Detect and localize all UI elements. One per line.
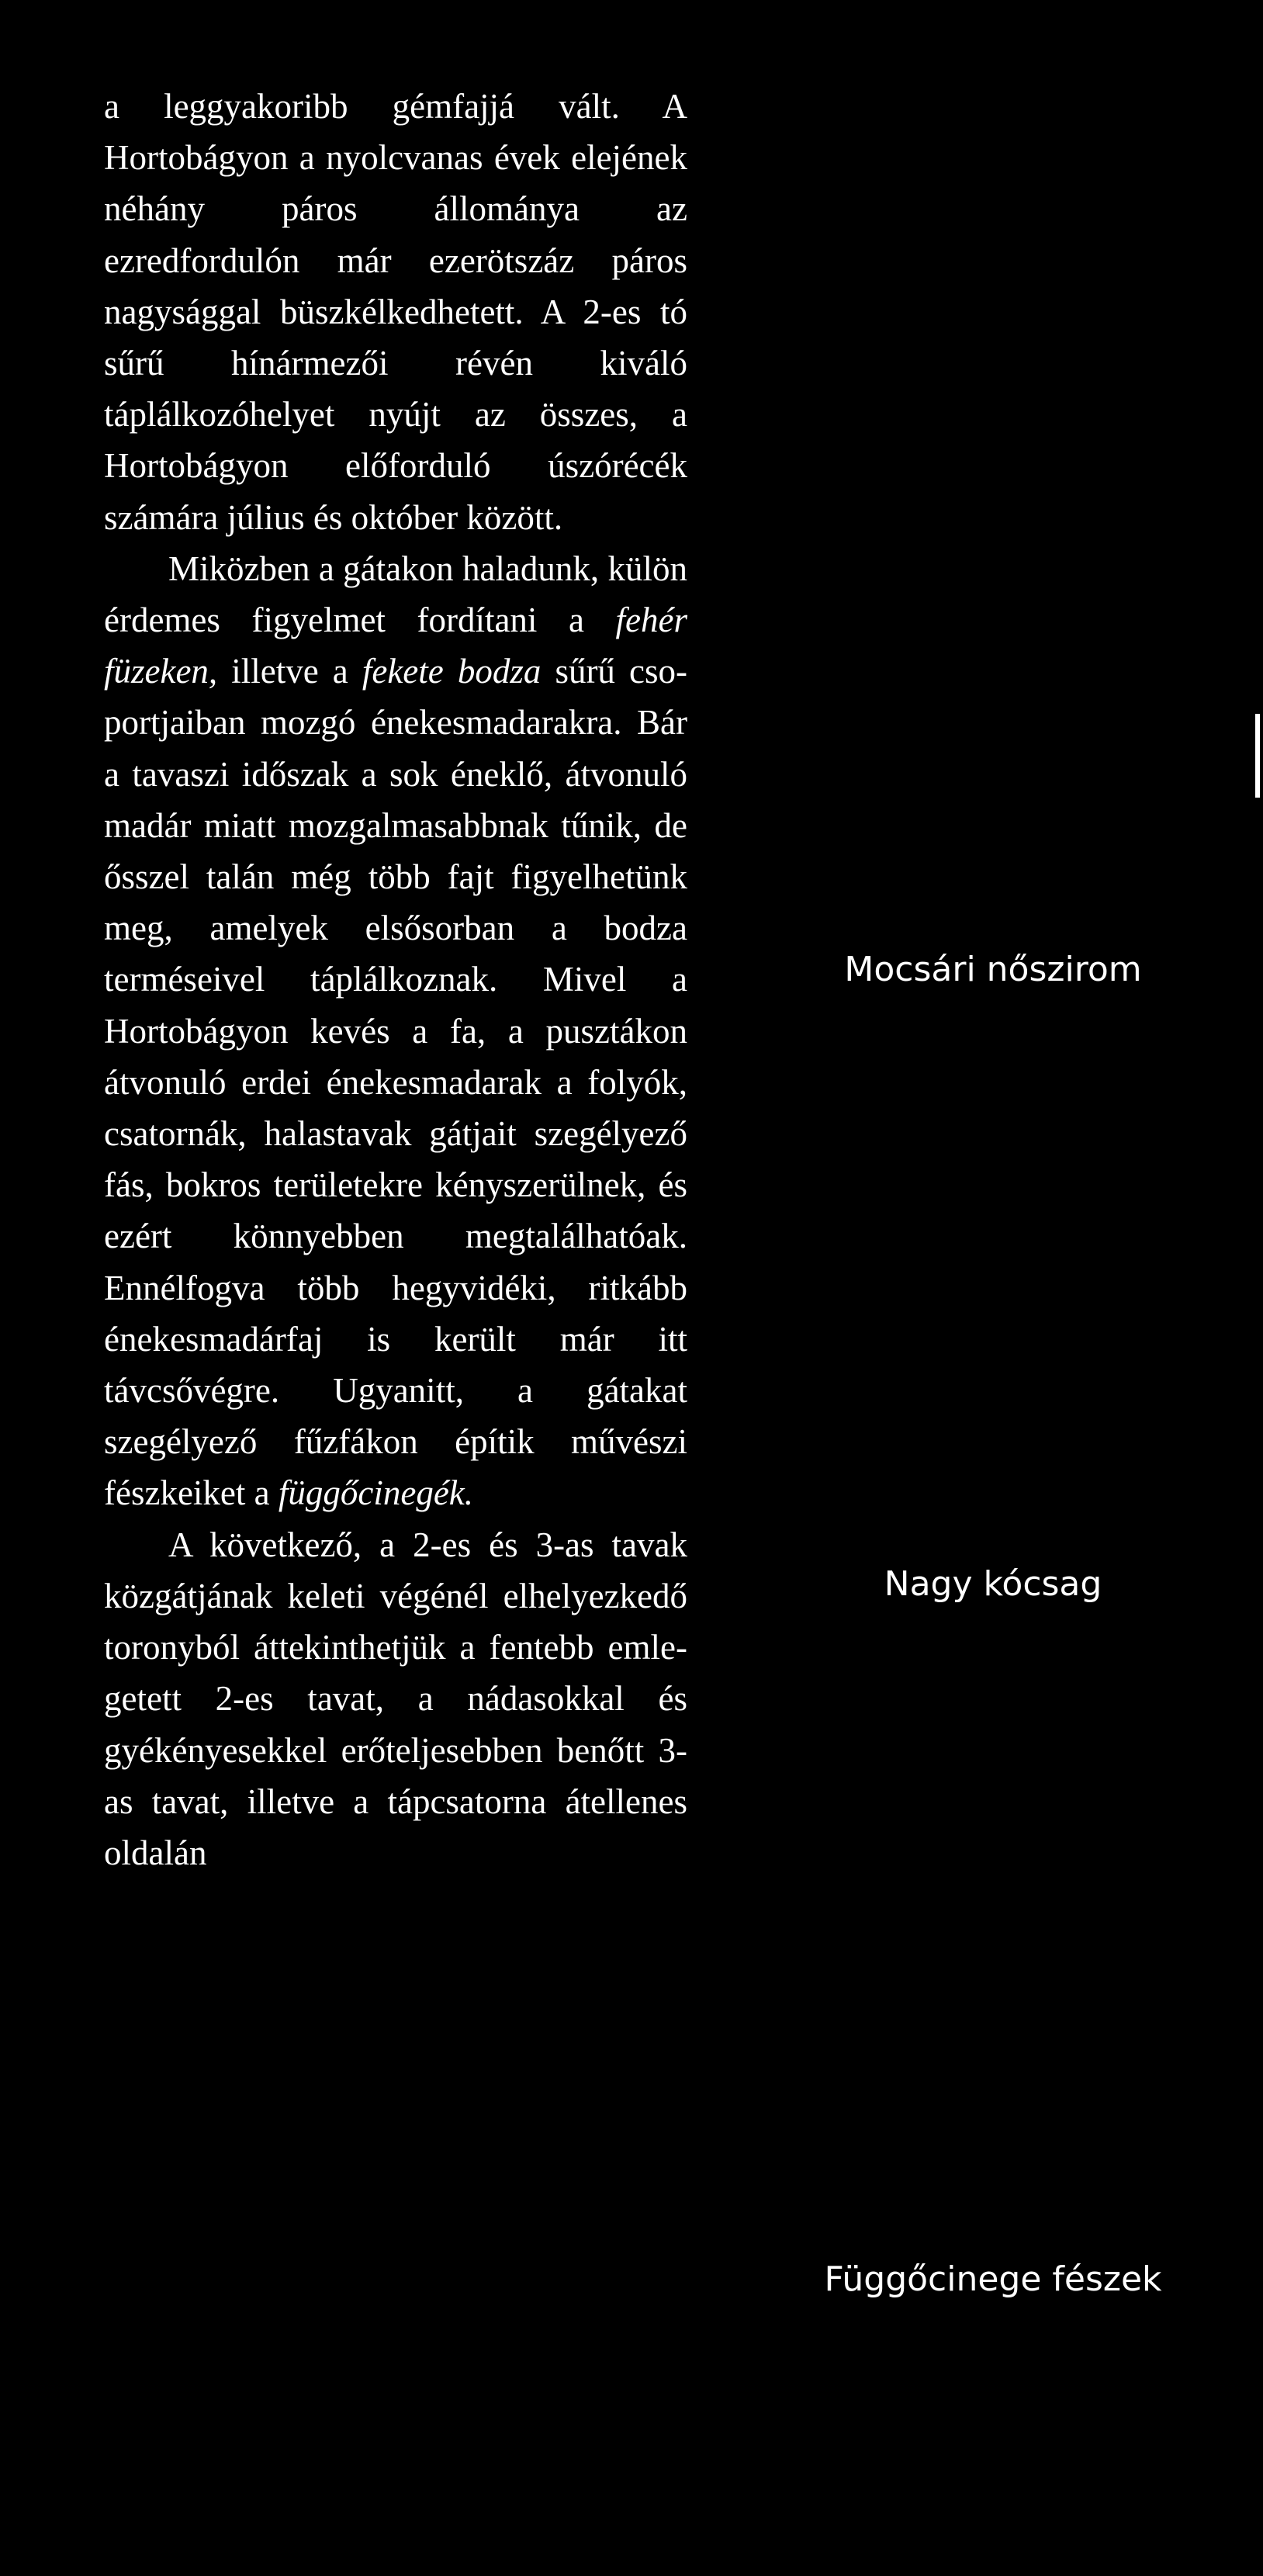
paragraph-text: Miközben a gátakon haladunk, külön érdemes figyelmet fordítani a	[104, 549, 687, 640]
page-edge-mark	[1255, 714, 1260, 798]
paragraph-text: illetve a	[217, 652, 362, 691]
photo-caption: Függőcinege fészek	[824, 2259, 1162, 2299]
article-paragraph	[104, 543, 687, 1519]
article-text-column	[104, 81, 687, 1878]
article-paragraph: A következő, a 2-es és 3-as tavak közgátjának keleti végénél elhelyezkedő toronyból áttekinthetjük a fentebb emlegetett 2-es tavat, a nádasokkal és gyékényesekkel erőteljesebben benőtt 3-as tavat, illetve a tápcsatorna átellenes oldalán	[104, 1525, 687, 1872]
species-name-italic: fekete bodza	[362, 652, 542, 691]
article-paragraph: a leggyakoribb gémfajjá vált. A Hortobágyon a nyolcvanas évek elejének néhány páros állománya az ezredfordulón már ezerötszáz páros nagysággal büszkélkedhetett. A 2-es tó sűrű hínármezői révén kiváló táplálkozóhelyet nyújt az összes, a Hortobágyon előforduló úszórécék számára július és október között.	[104, 87, 687, 537]
species-name-italic: függőcinegék.	[278, 1473, 474, 1513]
photo-caption: Mocsári nőszirom	[844, 950, 1142, 989]
species-name-italic: fehér füzeken,	[104, 601, 687, 691]
photo-caption: Nagy kócsag	[884, 1564, 1102, 1604]
paragraph-text: sűrű csoportjaiban mozgó énekesmadarakra. Bár a tavaszi időszak a sok éneklő, átvonuló madár miatt mozgalmasabbnak tűnik, de ősszel talán még több fajt figyelhetünk meg, amelyek elsősorban a bodza terméseivel táplálkoznak. Mivel a Hortobágyon kevés a fa, a pusztákon átvonuló erdei énekesmadarak a folyók, csatornák, halastavak gátjait szegélyező fás, bokros területekre kényszerülnek, és ezért könnyebben megtalálhatóak. Ennélfogva több hegyvidéki, ritkább énekesmadárfaj is került már itt távcsővégre. Ugyanitt, a gátakat szegélyező fűzfákon építik művészi fészkeiket a	[104, 652, 687, 1513]
